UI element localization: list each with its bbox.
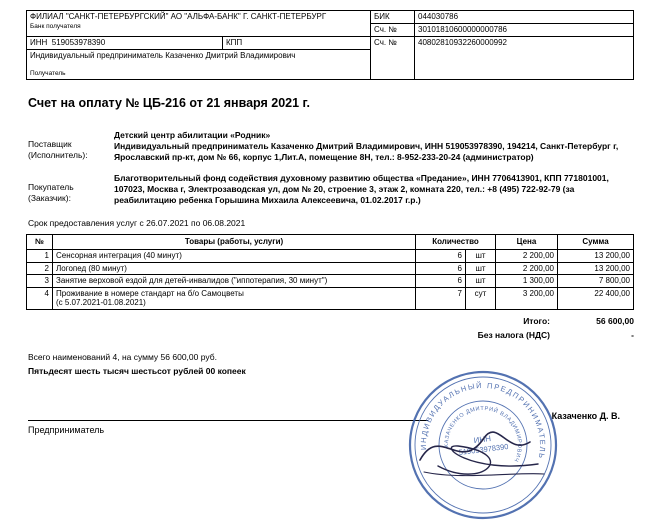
tax-label: Без налога (НДС) — [477, 329, 550, 340]
row-name: Сенсорная интеграция (40 минут) — [53, 250, 416, 263]
table-row — [27, 250, 634, 263]
total-label: Итого: — [523, 315, 550, 326]
account-label: Сч. № — [371, 37, 415, 80]
service-period: Срок предоставления услуг с 26.07.2021 по 06.08.2021 — [28, 218, 246, 229]
supplier-requisites: Индивидуальный предприниматель Казаченко Дмитрий Владимирович, ИНН 519053978390, 194214, Санкт-Петербург г, Ярославский пр-кт, дом № 66, корпус 1,Лит.А, помещение 8Н, тел.: 8-952-233-20-24 (администратор) — [114, 141, 619, 163]
col-num: № — [27, 235, 53, 250]
row-num: 2 — [27, 262, 53, 275]
recipient-caption: Получатель — [30, 70, 66, 77]
row-name-line1: Проживание в номере стандарт на б/о Самоцветы — [56, 288, 244, 298]
buyer-requisites: Благотворительный фонд содействия духовному развитию общества «Предание», ИНН 7706413901, КПП 771801001, 107023, Москва г, Электрозаводская ул, дом № 20, строение 3, этаж 2, комната 220, тел.: +8 (495) 722-92-79 (за реабилитацию ребенка Горышина Михаила Алексеевича, 01.02.2017 г.р.) — [114, 173, 609, 206]
supplier-label-line1: Поставщик — [28, 139, 72, 150]
row-sum: 22 400,00 — [558, 287, 634, 309]
row-unit: шт — [466, 275, 496, 288]
row-num: 1 — [27, 250, 53, 263]
row-unit: шт — [466, 262, 496, 275]
supplier-label-line2: (Исполнитель): — [28, 150, 88, 161]
inn-label: ИНН — [30, 38, 48, 47]
row-sum: 7 800,00 — [558, 275, 634, 288]
row-price: 3 200,00 — [496, 287, 558, 309]
bik-value: 044030786 — [415, 11, 634, 24]
account-value: 40802810932260000992 — [415, 37, 634, 80]
bank-name: ФИЛИАЛ "САНКТ-ПЕТЕРБУРГСКИЙ" АО "АЛЬФА-БАНК" Г. САНКТ-ПЕТЕРБУРГ — [30, 12, 327, 21]
table-row — [27, 262, 634, 275]
row-sum: 13 200,00 — [558, 262, 634, 275]
items-header-row — [27, 235, 634, 250]
bank-details-table — [26, 10, 634, 80]
buyer-label-line2: (Заказчик): — [28, 193, 71, 204]
col-qty: Количество — [416, 235, 496, 250]
buyer-label-line1: Покупатель — [28, 182, 74, 193]
supplier-label — [28, 130, 114, 163]
buyer-details — [114, 173, 634, 206]
row-num: 3 — [27, 275, 53, 288]
row-price: 2 200,00 — [496, 250, 558, 263]
signature-line — [28, 410, 428, 421]
col-sum: Сумма — [558, 235, 634, 250]
table-row — [27, 275, 634, 288]
col-price: Цена — [496, 235, 558, 250]
row-name — [53, 287, 416, 309]
row-qty: 6 — [416, 275, 466, 288]
items-summary: Всего наименований 4, на сумму 56 600,00 руб. — [28, 352, 217, 363]
recipient-name: Индивидуальный предприниматель Казаченко Дмитрий Владимирович — [30, 51, 296, 60]
row-sum: 13 200,00 — [558, 250, 634, 263]
inn-cell — [27, 37, 223, 50]
inn-value: 519053978390 — [51, 38, 106, 47]
stamp-inner-text: КАЗАЧЕНКО ДМИТРИЙ ВЛАДИМИРОВИЧ — [443, 405, 523, 463]
row-name: Занятие верховой ездой для детей-инвалидов ("иппотерапия, 30 минут") — [53, 275, 416, 288]
amount-in-words: Пятьдесят шесть тысяч шестьсот рублей 00 копеек — [28, 366, 246, 377]
signer-name: Казаченко Д. В. — [551, 411, 620, 422]
signature-row — [28, 410, 634, 421]
buyer-label — [28, 173, 114, 206]
col-name: Товары (работы, услуги) — [53, 235, 416, 250]
corr-account-label: Сч. № — [371, 24, 415, 37]
row-price: 2 200,00 — [496, 262, 558, 275]
buyer-block — [28, 173, 634, 206]
tax-value: - — [631, 329, 634, 340]
row-name: Логопед (80 минут) — [53, 262, 416, 275]
bank-name-cell — [27, 11, 371, 37]
parties-block — [28, 130, 634, 206]
signer-role: Предприниматель — [28, 425, 105, 436]
items-table — [26, 234, 634, 310]
row-qty: 7 — [416, 287, 466, 309]
row-unit: шт — [466, 250, 496, 263]
row-qty: 6 — [416, 250, 466, 263]
total-row — [523, 315, 634, 329]
table-row — [27, 287, 634, 309]
recipient-cell — [27, 50, 371, 80]
row-unit: сут — [466, 287, 496, 309]
supplier-block — [28, 130, 634, 163]
supplier-name: Детский центр абилитации «Родник» — [114, 130, 271, 141]
stamp-outer-text: ИНДИВИДУАЛЬНЫЙ ПРЕДПРИНИМАТЕЛЬ — [418, 380, 548, 461]
stamp-center-line1: ИНН — [473, 434, 492, 446]
bank-caption: Банк получателя — [30, 23, 81, 30]
invoice-title: Счет на оплату № ЦБ-216 от 21 января 2021 г. — [28, 96, 310, 111]
bik-label: БИК — [371, 11, 415, 24]
corr-account-value: 30101810600000000786 — [415, 24, 634, 37]
totals-block — [26, 315, 634, 342]
row-qty: 6 — [416, 262, 466, 275]
stamp-center-line2: 519053978390 — [458, 441, 509, 457]
tax-row — [478, 329, 634, 343]
row-name-line2: (с 5.07.2021-01.08.2021) — [56, 298, 146, 308]
row-price: 1 300,00 — [496, 275, 558, 288]
row-num: 4 — [27, 287, 53, 309]
kpp-cell: КПП — [223, 37, 371, 50]
company-stamp — [397, 359, 569, 530]
total-value: 56 600,00 — [596, 315, 634, 326]
supplier-details — [114, 130, 634, 163]
